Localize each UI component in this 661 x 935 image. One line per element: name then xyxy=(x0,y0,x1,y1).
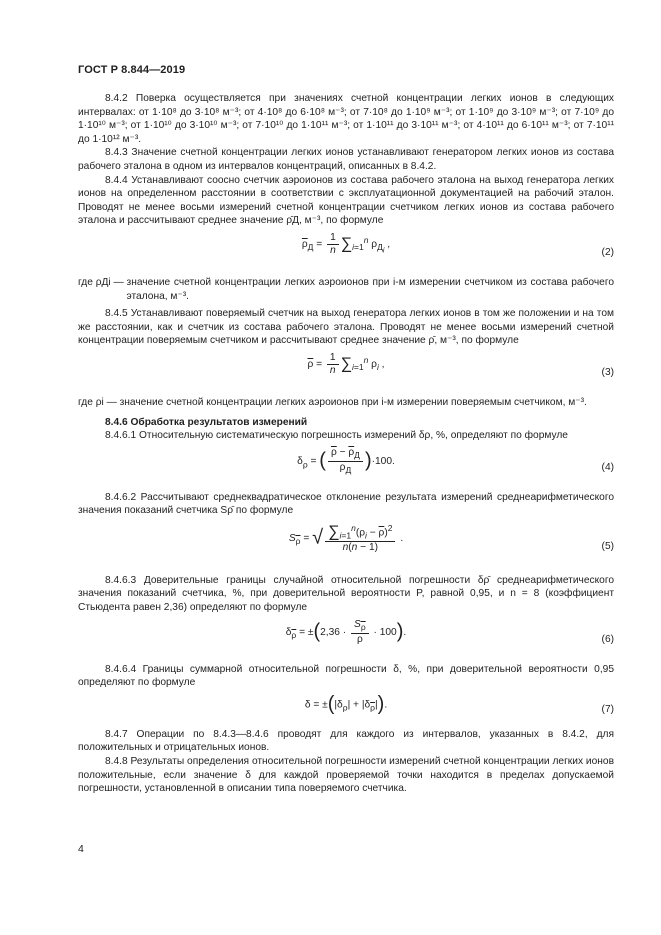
paragraph-8-4-6-1: 8.4.6.1 Относительную систематическую погрешность измерений δρ, %, определяют по формуле xyxy=(105,430,568,442)
paragraph-8-4-6-3: 8.4.6.3 Доверительные границы случайной относительной погрешности δρ̄ среднеарифметического значения показаний счетчика, %, при доверительной вероятности P, равной 0,95, и n = 8 (коэффициент Стьюдента равен 2,36) определяют по формуле xyxy=(78,574,614,614)
formula-2-number: (2) xyxy=(601,246,614,258)
formula-7 xyxy=(78,694,614,724)
formula-3-expression: $\overline{\rho}$ = $\frac{1}{n}$ $\sum_{i=1}^n$ $\rho_i$ , xyxy=(307,351,385,376)
paragraph-8-4-7: 8.4.7 Операции по 8.4.3—8.4.6 проводят для каждого из интервалов, указанных в 8.4.2, для положительных и отрицательных ионов. xyxy=(78,728,614,754)
paragraph-8-4-6-2: 8.4.6.2 Рассчитывают среднеквадратическое отклонение результата измерений среднеарифметического значения показаний счетчика Sρ̄ по формуле xyxy=(78,491,614,517)
document-body xyxy=(78,92,614,796)
formula-6-expression: $\delta_{\overline{\rho}} = \pm(2,36$ · $\frac{S_{\overline{\rho}}}{\rho}$ · 100). xyxy=(285,618,407,645)
paragraph-8-4-3: 8.4.3 Значение счетной концентрации легких ионов устанавливают генератором легких ионов из состава рабочего эталона в одном из интервалов концентраций, описанных в 8.4.2. xyxy=(78,147,614,172)
formula-3 xyxy=(78,352,614,392)
formula-5 xyxy=(78,522,614,570)
where-clause-2-text: значение счетной концентрации легких аэроионов при i-м измерении счетчиком из состава рабочего эталона, м⁻³. xyxy=(126,276,614,302)
formula-2 xyxy=(78,232,614,272)
formula-4 xyxy=(78,447,614,487)
formula-7-number: (7) xyxy=(601,703,614,715)
formula-3-number: (3) xyxy=(601,366,614,378)
formula-6-number: (6) xyxy=(601,633,614,645)
formula-4-number: (4) xyxy=(601,461,614,473)
where-clause-2-label: где ρДi — xyxy=(78,276,124,288)
paragraph-8-4-8: 8.4.8 Результаты определения относительной погрешности измерений счетной концентрации легких ионов положительные, если значение δ для каждой проверяемой точки находится в пределах допускаемой погрешности, установленной в описании типа поверяемого счетчика. xyxy=(78,756,614,795)
formula-6 xyxy=(78,619,614,659)
page-number: 4 xyxy=(78,843,84,855)
paragraph-8-4-4: 8.4.4 Устанавливают соосно счетчик аэроионов из состава рабочего эталона на выход генератора легких ионов на определенном расстоянии в соответствии с эксплуатационной документацией на рабочий эталон. Проводят не менее восьми измерений счетной концентрации счетчиком легких ионов из состава рабочего эталона и рассчитывают среднее значение ρ̄Д, м⁻³, по формуле xyxy=(78,174,614,227)
formula-2-expression: $\overline{\rho}_Д$ = $\frac{1}{n}$ $\sum_{i=1}^n$ $\rho_{Д_i}$ , xyxy=(301,231,391,256)
formula-7-expression: $\delta = \pm(|\delta_\rho| + |\delta_{\overline{\rho}}|)$. xyxy=(304,692,388,715)
formula-4-expression: $\delta_\rho$ = ( $\frac{\overline{\rho} - \overline{\rho}_Д}{\overline{\rho}_Д}$ )·100. xyxy=(297,446,395,475)
formula-5-expression: $S_{\overline{\rho}}$ = √ $\frac{\sum_{i=1}^n(\rho_i - \overline{\rho})^2}{n(n - 1)}$ . xyxy=(288,522,404,554)
paragraph-8-4-6-4: 8.4.6.4 Границы суммарной относительной погрешности δ, %, при доверительной вероятности 0,95 определяют по формуле xyxy=(78,663,614,689)
where-clause-3: где ρi — значение счетной концентрации легких аэроионов при i-м измерении поверяемым счетчиком, м⁻³. xyxy=(78,396,587,408)
paragraph-8-4-2: 8.4.2 Поверка осуществляется при значениях счетной концентрации легких ионов в следующих интервалах: от 1·10⁸ до 3·10⁸ м⁻³; от 4·10⁸ до 6·10⁸ м⁻³; от 7·10⁸ до 1·10⁹ м⁻³; от 1·10⁹ до 3·10⁹ м⁻³; от 7·10⁹ до 1·10¹⁰ м⁻³; от 1·10¹⁰ до 3·10¹⁰ м⁻³; от 7·10¹⁰ до 1·10¹¹ м⁻³; от 1·10¹¹ до 3·10¹¹ м⁻³; от 4·10¹¹ до 6·10¹¹ м⁻³; от 7·10¹¹ до 1·10¹² м⁻³. xyxy=(78,93,614,145)
where-clause-2 xyxy=(78,276,614,303)
formula-5-number: (5) xyxy=(601,540,614,552)
section-8-4-6-heading: 8.4.6 Обработка результатов измерений xyxy=(105,416,308,428)
document-header: ГОСТ Р 8.844—2019 xyxy=(78,64,186,76)
paragraph-8-4-5: 8.4.5 Устанавливают поверяемый счетчик на выход генератора легких ионов в том же положении и на том же расстоянии, как и счетчик из состава рабочего эталона. Проводят не менее восьми измерений счетной концентрации поверяемым счетчиком и рассчитывают среднее значение ρ̄, м⁻³, по формуле xyxy=(78,308,614,347)
